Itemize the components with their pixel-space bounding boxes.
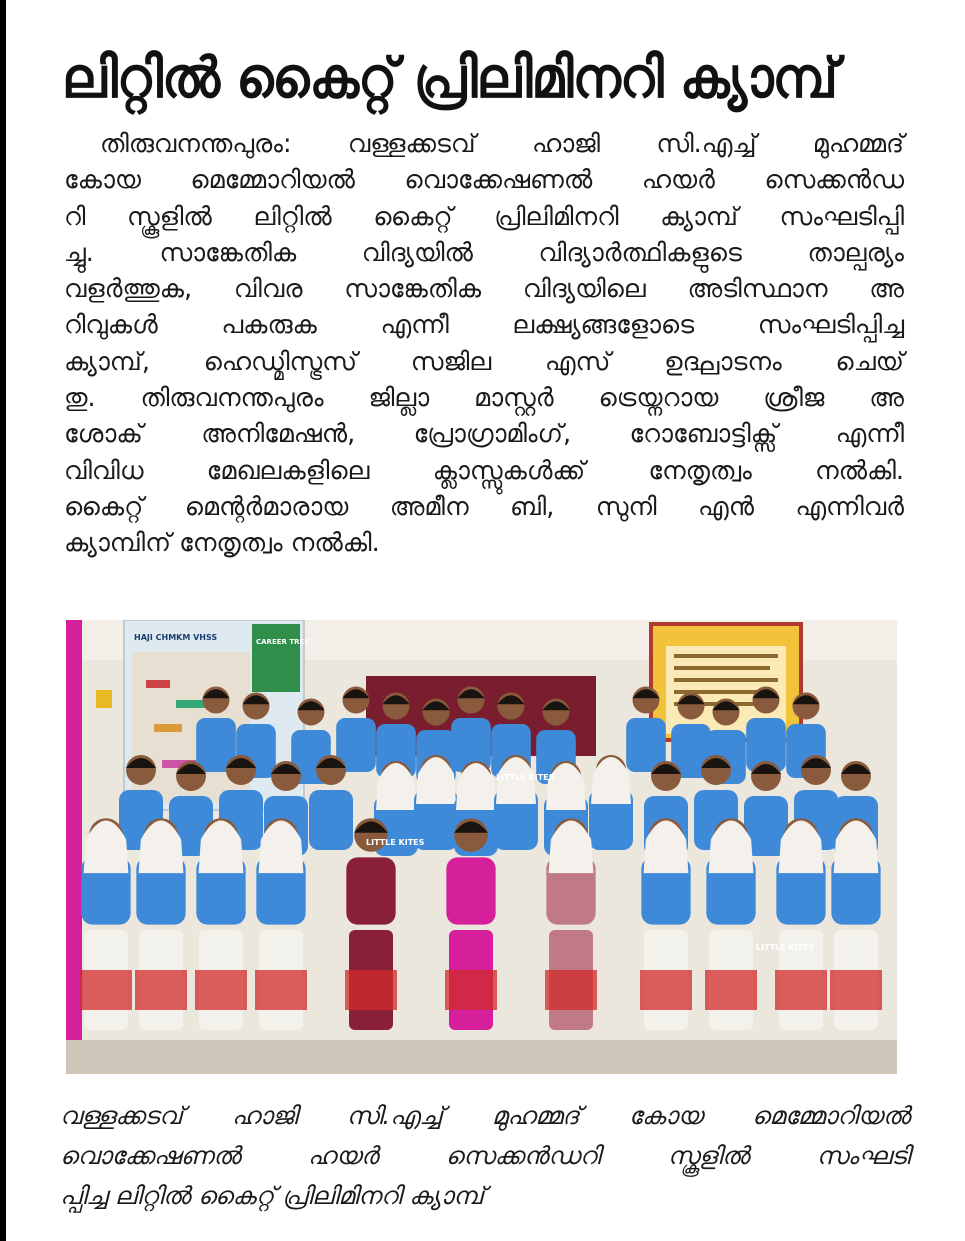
body-line: കോയ മെമ്മോറിയൽ വൊക്കേഷണൽ ഹയർ സെക്കൻഡ (64, 165, 904, 196)
body-line: തിരുവനന്തപുരം: വള്ളക്കടവ് ഹാജി സി.എച്ച് മുഹമ്മദ് (100, 129, 904, 159)
photo-caption (60, 1096, 910, 1216)
jersey-text: LITTLE KITES (496, 773, 555, 782)
jersey-text: LITTLE KITES (756, 943, 815, 952)
caption-line: വള്ളക്കടവ് ഹാജി സി.എച്ച് മുഹമ്മദ് കോയ മെമ്മോറിയൽ (60, 1101, 910, 1130)
body-line: ച്ചു. സാങ്കേതിക വിദ്യയിൽ വിദ്യാർത്ഥികളുടെ താല്പര്യം (64, 237, 904, 268)
caption-line: വൊക്കേഷണൽ ഹയർ സെക്കൻഡറി സ്കൂളിൽ സംഘടി (60, 1141, 910, 1170)
board-title: HAJI CHMKM VHSS (134, 633, 218, 642)
body-line: റിവുകൾ പകരുക എന്നീ ലക്ഷ്യങ്ങളോടെ സംഘടിപ്പിച്ച (64, 310, 904, 341)
group-photo (66, 620, 897, 1074)
body-line: വിവിധ മേഖലകളിലെ ക്ലാസ്സുകൾക്ക് നേതൃത്വം നൽകി. (64, 455, 904, 486)
body-line: റി സ്കൂളിൽ ലിറ്റിൽ കൈറ്റ് പ്രിലിമിനറി ക്യാമ്പ് സംഘടിപ്പി (64, 201, 904, 232)
jersey-text: LITTLE KITES (366, 838, 425, 847)
body-line: ശോക് അനിമേഷൻ, പ്രോഗ്രാമിംഗ്, റോബോട്ടിക്സ് എന്നീ (64, 419, 904, 450)
body-line: ക്യാമ്പിന് നേതൃത്വം നൽകി. (64, 528, 380, 559)
clipped-text-fragment (64, 0, 234, 8)
body-line: തു. തിരുവനന്തപുരം ജില്ലാ മാസ്റ്റർ ട്രെയ്നറായ ശ്രീജ അ (64, 383, 904, 414)
body-line: വളർത്തുക, വിവര സാങ്കേതിക വിദ്യയിലെ അടിസ്ഥാന അ (64, 274, 904, 305)
body-line: കൈറ്റ് മെന്റർമാരായ അമീന ബി, സുനി എൻ എന്നിവർ (64, 491, 904, 522)
page-edge (0, 0, 6, 1241)
body-line: ക്യാമ്പ്, ഹെഡ്മിസ്ട്രസ് സജില എസ് ഉദ്ഘാടനം ചെയ് (64, 346, 904, 377)
board-badge: CAREER TREE (256, 638, 310, 646)
caption-line: പ്പിച്ച ലിറ്റിൽ കൈറ്റ് പ്രിലിമിനറി ക്യാമ്പ് (60, 1181, 484, 1210)
headline: ലിറ്റിൽ കൈറ്റ് പ്രിലിമിനറി ക്യാമ്പ് (62, 46, 837, 111)
article-body (64, 126, 904, 562)
